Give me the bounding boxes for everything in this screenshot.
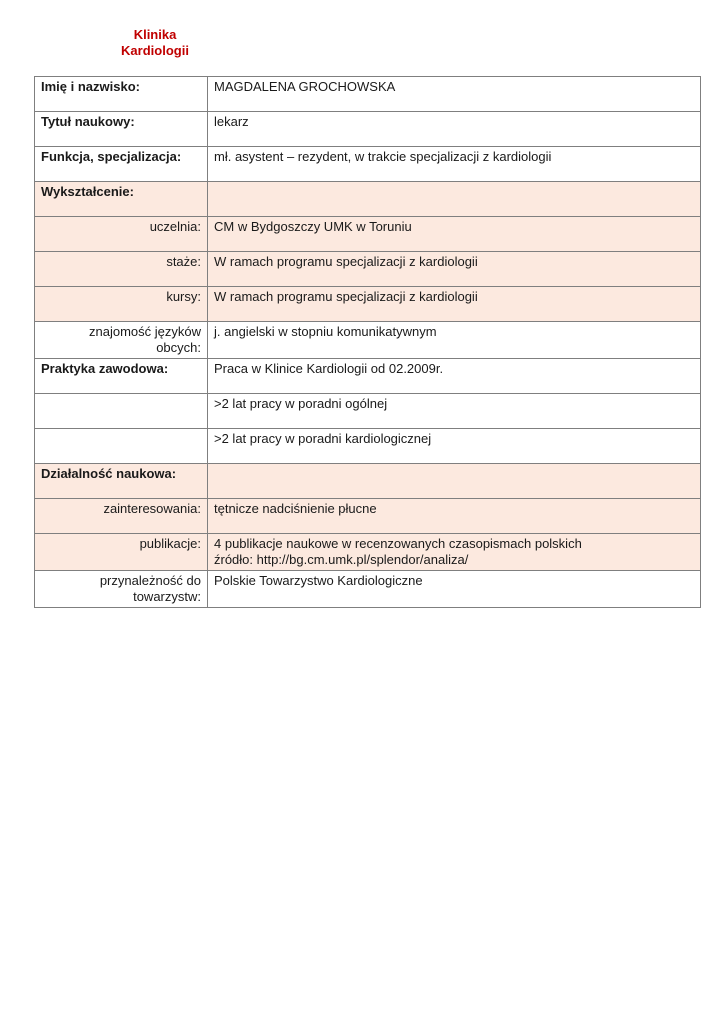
cv-table [34, 76, 701, 608]
row-languages [35, 322, 701, 359]
row-value: MAGDALENA GROCHOWSKA [208, 77, 701, 112]
row-education [35, 182, 701, 217]
publications-text: 4 publikacje naukowe w recenzowanych czasopismach polskich [214, 536, 582, 551]
row-label: Imię i nazwisko: [35, 77, 208, 112]
row-label: Tytuł naukowy: [35, 112, 208, 147]
row-value: Polskie Towarzystwo Kardiologiczne [208, 571, 701, 608]
row-value: >2 lat pracy w poradni ogólnej [208, 394, 701, 429]
row-value [208, 182, 701, 217]
row-interests [35, 499, 701, 534]
row-label [35, 394, 208, 429]
row-label: Wykształcenie: [35, 182, 208, 217]
row-value: j. angielski w stopniu komunikatywnym [208, 322, 701, 359]
row-label [35, 429, 208, 464]
row-value: W ramach programu specjalizacji z kardiologii [208, 252, 701, 287]
row-label: Działalność naukowa: [35, 464, 208, 499]
row-label: znajomość języków obcych: [35, 322, 208, 359]
row-value: CM w Bydgoszczy UMK w Toruniu [208, 217, 701, 252]
row-university [35, 217, 701, 252]
row-practice-general [35, 394, 701, 429]
row-value: W ramach programu specjalizacji z kardiologii [208, 287, 701, 322]
row-label: Praktyka zawodowa: [35, 359, 208, 394]
row-label: przynależność do towarzystw: [35, 571, 208, 608]
row-publications [35, 534, 701, 571]
publications-source: źródło: http://bg.cm.umk.pl/splendor/analiza/ [214, 552, 469, 567]
row-label: kursy: [35, 287, 208, 322]
row-title [35, 112, 701, 147]
row-name [35, 77, 701, 112]
row-value: mł. asystent – rezydent, w trakcie specjalizacji z kardiologii [208, 147, 701, 182]
row-function [35, 147, 701, 182]
clinic-header [90, 27, 220, 59]
clinic-header-line1: Klinika [133, 27, 177, 42]
row-value [208, 464, 701, 499]
row-value: lekarz [208, 112, 701, 147]
row-label: Funkcja, specjalizacja: [35, 147, 208, 182]
clinic-header-line2: Kardiologii [121, 43, 189, 58]
row-research [35, 464, 701, 499]
row-label: uczelnia: [35, 217, 208, 252]
row-courses [35, 287, 701, 322]
row-societies [35, 571, 701, 608]
row-practice-cardiology [35, 429, 701, 464]
row-value: >2 lat pracy w poradni kardiologicznej [208, 429, 701, 464]
row-internships [35, 252, 701, 287]
row-value [208, 534, 701, 571]
row-label: staże: [35, 252, 208, 287]
row-value: Praca w Klinice Kardiologii od 02.2009r. [208, 359, 701, 394]
row-practice [35, 359, 701, 394]
row-label: zainteresowania: [35, 499, 208, 534]
row-value: tętnicze nadciśnienie płucne [208, 499, 701, 534]
row-label: publikacje: [35, 534, 208, 571]
